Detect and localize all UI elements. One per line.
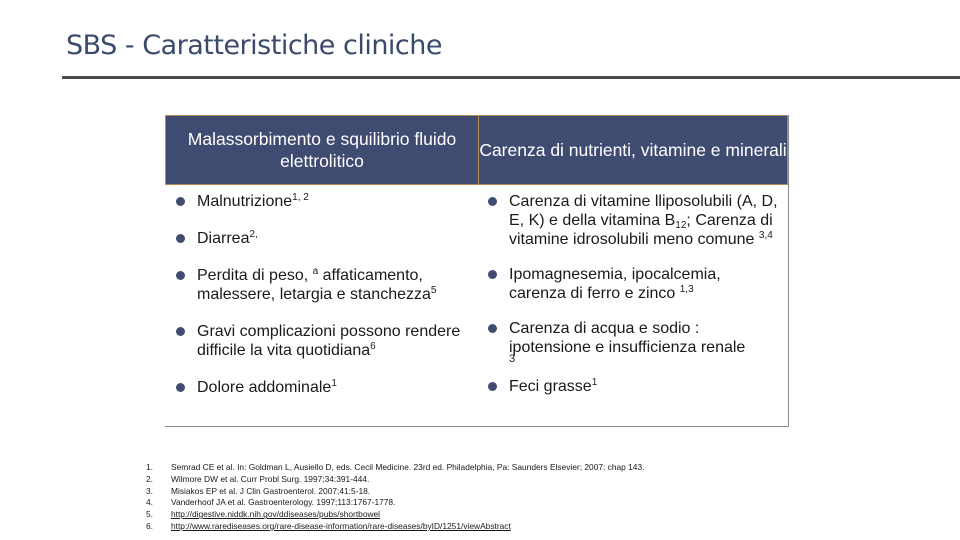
list-item: Gravi complicazioni possono rendere difficile la vita quotidiana$^6$ bbox=[171, 322, 481, 360]
left-column-header bbox=[165, 115, 479, 185]
bullet-icon bbox=[488, 382, 497, 391]
bullet-icon bbox=[176, 383, 185, 392]
list-item: Diarrea$^{2,}$ bbox=[171, 229, 481, 248]
right-column-list bbox=[483, 192, 793, 396]
reference-link[interactable]: http://digestive.niddk.nih.gov/ddiseases/pubs/shortbowel bbox=[171, 509, 381, 520]
list-item: Dolore addominale$^1$ bbox=[171, 378, 481, 397]
reference-item: 4. Vanderhoof JA et al. Gastroenterology. 1997;113:1767-1778. bbox=[146, 497, 396, 508]
bullet-icon bbox=[176, 197, 185, 206]
reference-item: 3. Misiakos EP et al. J Clin Gastroenterol. 2007;41:5-18. bbox=[146, 485, 371, 496]
list-item: Malnutrizione$^{1, 2}$ bbox=[171, 192, 481, 211]
reference-link[interactable]: http://www.rarediseases.org/rare-disease-information/rare-diseases/byID/1251/viewAbstract bbox=[171, 520, 511, 531]
list-item: Carenza di acqua e sodio : ipotensione e insufficienza renale 3 bbox=[483, 319, 784, 365]
reference-item: 1. Semrad CE et al. In: Goldman L, Ausiello D, eds. Cecil Medicine. 23rd ed. Philadelphia, Pa: Saunders Elsevier; 2007: chap 143. bbox=[146, 462, 645, 472]
list-item: Feci grasse$^1$ bbox=[483, 377, 793, 396]
reference-note: 3 bbox=[509, 353, 516, 365]
list-item: Perdita di peso, $^a$ affaticamento, malessere, letargia e stanchezza$^5$ bbox=[171, 266, 481, 304]
left-header-text: Malassorbimento e squilibrio fluido elettrolitico bbox=[187, 129, 457, 171]
bullet-icon bbox=[488, 197, 497, 206]
references-list bbox=[146, 462, 644, 533]
bullet-icon bbox=[176, 271, 185, 280]
right-column-header bbox=[478, 115, 788, 185]
bullet-icon bbox=[176, 234, 185, 243]
reference-item: 6. http://www.rarediseases.org/rare-disease-information/rare-diseases/byID/1251/viewAbstract bbox=[146, 520, 511, 531]
reference-item: 5. http://digestive.niddk.nih.gov/ddiseases/pubs/shortbowel bbox=[146, 509, 381, 520]
comparison-table bbox=[165, 115, 789, 427]
bullet-icon bbox=[488, 270, 497, 279]
reference-item: 2. Wilmore DW et al. Curr Probl Surg. 1997;34:391-444. bbox=[146, 473, 370, 484]
right-header-text: Carenza di nutrienti, vitamine e minerali bbox=[479, 140, 787, 160]
list-item: Ipomagnesemia, ipocalcemia, carenza di ferro e zinco $^{1,3}$ bbox=[483, 265, 779, 303]
bullet-icon bbox=[176, 327, 185, 336]
left-column-list bbox=[171, 192, 481, 397]
list-item: Carenza di vitamine lliposolubili (A, D, E, K) e della vitamina $B_{12}$; Carenza di vitamine idrosolubili meno comune $^{3,4}$ bbox=[483, 192, 797, 249]
title-underline bbox=[62, 76, 960, 79]
slide-title: SBS - Caratteristiche cliniche bbox=[66, 30, 442, 61]
bullet-icon bbox=[488, 324, 497, 333]
